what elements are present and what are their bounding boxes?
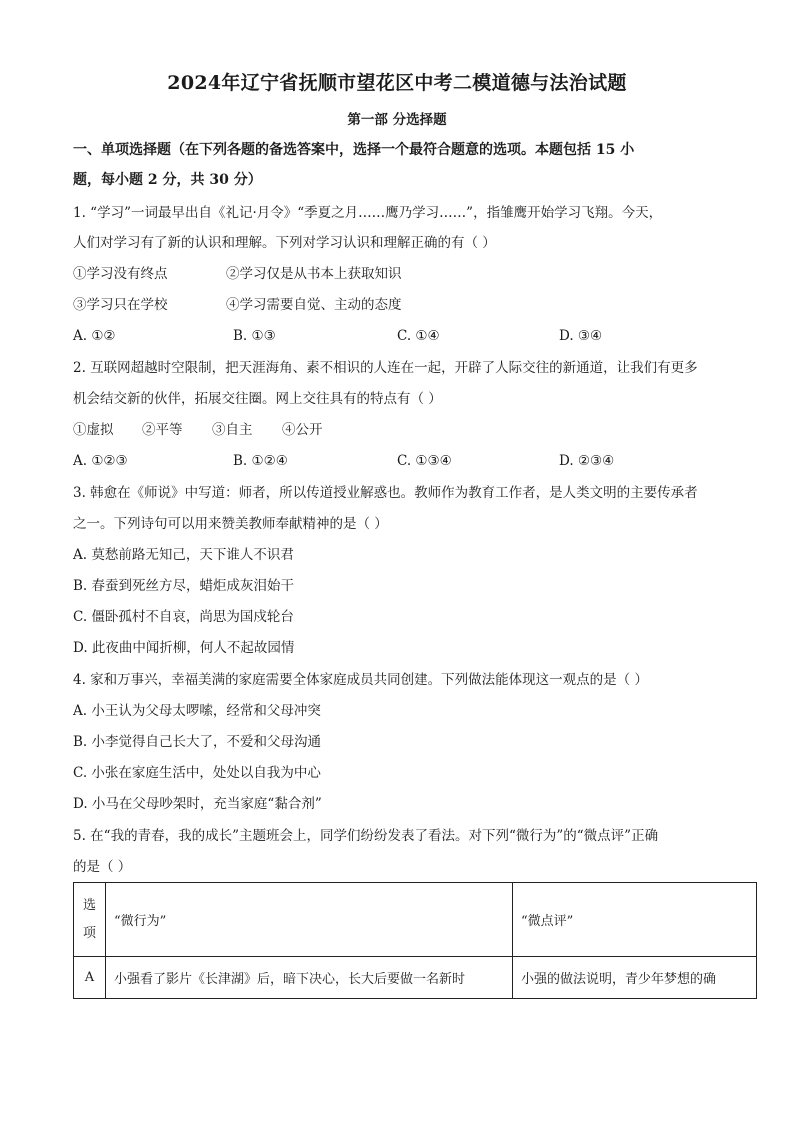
q1-statement-3: ③学习只在学校: [73, 297, 168, 313]
section-heading-line1: 一、单项选择题（在下列各题的备选答案中，选择一个最符合题意的选项。本题包括 15 小: [73, 142, 635, 158]
q2-option-c: C. ①③④: [397, 453, 452, 469]
q2-option-d: D. ②③④: [559, 453, 615, 469]
q2-statement-2: ②平等: [142, 422, 183, 438]
q1-statement-4: ④学习需要自觉、主动的态度: [226, 297, 402, 313]
table-row: [74, 957, 757, 999]
q5-stem-line1: 5. 在“我的青春，我的成长”主题班会上，同学们纷纷发表了看法。对下列“微行为”的“微点评”正确: [73, 828, 659, 844]
header-behavior: “微行为”: [106, 883, 513, 957]
header-option-char-2: 项: [82, 925, 96, 941]
section-heading-line2: 题，每小题 2 分，共 30 分）: [73, 172, 262, 188]
q3-option-d: D. 此夜曲中闻折柳，何人不起故园情: [73, 640, 295, 656]
q4-option-a: A. 小王认为父母太啰嗦，经常和父母冲突: [73, 703, 321, 719]
q4-stem-line1: 4. 家和万事兴，幸福美满的家庭需要全体家庭成员共同创建。下列做法能体现这一观点的是（ ）: [73, 672, 648, 688]
row-a-option: A: [74, 957, 106, 999]
q1-stem-line1: 1. “学习”一词最早出自《礼记·月令》“季夏之月……鹰乃学习……”，指雏鹰开始学习飞翔。今天，: [73, 205, 663, 221]
q2-stem-line1: 2. 互联网超越时空限制，把天涯海角、素不相识的人连在一起，开辟了人际交往的新通道，让我们有更多: [73, 360, 698, 376]
q3-stem-line1: 3. 韩愈在《师说》中写道：师者，所以传道授业解惑也。教师作为教育工作者，是人类文明的主要传承者: [73, 485, 698, 501]
q1-statement-1: ①学习没有终点: [73, 266, 168, 282]
row-a-behavior: 小强看了影片《长津湖》后，暗下决心，长大后要做一名新时: [106, 957, 513, 999]
q1-stem-line2: 人们对学习有了新的认识和理解。下列对学习认识和理解正确的有（ ）: [73, 235, 496, 251]
q2-statement-4: ④公开: [282, 422, 323, 438]
q4-option-d: D. 小马在父母吵架时，充当家庭“黏合剂”: [73, 796, 322, 812]
q4-option-c: C. 小张在家庭生活中，处处以自我为中心: [73, 765, 321, 781]
row-a-comment: 小强的做法说明，青少年梦想的确: [513, 957, 757, 999]
q3-stem-line2: 之一。下列诗句可以用来赞美教师奉献精神的是（ ）: [73, 516, 388, 532]
q2-statement-1: ①虚拟: [73, 422, 114, 438]
q1-option-c: C. ①④: [397, 328, 440, 344]
q3-option-a: A. 莫愁前路无知己，天下谁人不识君: [73, 547, 294, 563]
q1-option-b: B. ①③: [233, 328, 276, 344]
q3-option-b: B. 春蚕到死丝方尽，蜡炬成灰泪始干: [73, 578, 295, 594]
q2-option-a: A. ①②③: [73, 453, 128, 469]
part-heading: 第一部 分选择题: [347, 112, 447, 128]
exam-title: 2024年辽宁省抚顺市望花区中考二模道德与法治试题: [167, 72, 627, 94]
q2-option-b: B. ①②④: [233, 453, 288, 469]
header-option-char-1: 选: [82, 897, 96, 913]
header-comment: “微点评”: [513, 883, 757, 957]
q1-option-d: D. ③④: [559, 328, 603, 344]
q4-option-b: B. 小李觉得自己长大了，不爱和父母沟通: [73, 734, 322, 750]
table-header-row: [74, 883, 757, 957]
header-option: [74, 883, 106, 957]
q2-statement-3: ③自主: [212, 422, 253, 438]
q5-stem-line2: 的是（ ）: [73, 859, 132, 875]
q1-statement-2: ②学习仅是从书本上获取知识: [226, 266, 402, 282]
q5-table: [73, 882, 757, 999]
q1-option-a: A. ①②: [73, 328, 116, 344]
q2-stem-line2: 机会结交新的伙伴，拓展交往圈。网上交往具有的特点有（ ）: [73, 391, 442, 407]
q3-option-c: C. 僵卧孤村不自哀，尚思为国戍轮台: [73, 609, 294, 625]
